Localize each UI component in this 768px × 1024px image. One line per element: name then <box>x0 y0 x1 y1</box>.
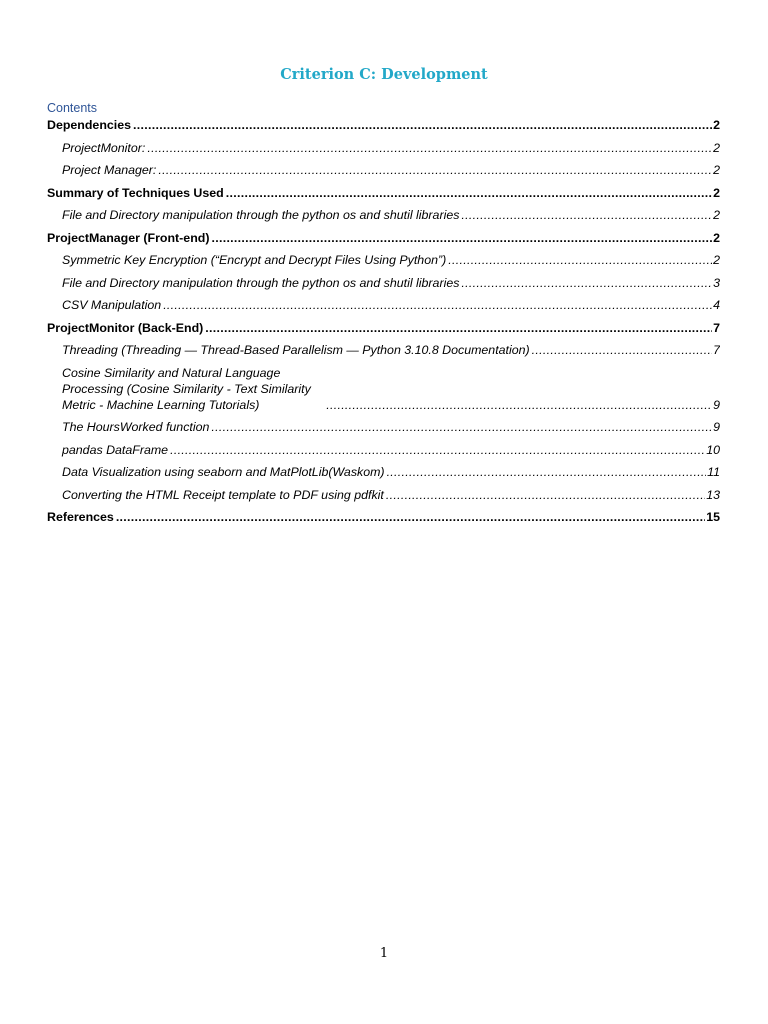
toc-entry-page: 4 <box>713 298 720 312</box>
dot-leader <box>163 297 712 313</box>
toc-entry-page: 7 <box>713 320 720 335</box>
toc-entry-text: Cosine Similarity and Natural Language Processing (Cosine Similarity - Text Similarity Metric - Machine Learning Tutorials) <box>62 365 311 412</box>
toc-entry-page: 9 <box>713 397 720 412</box>
toc-entry-text: ProjectMonitor: <box>62 140 146 155</box>
toc-entry-text: Data Visualization using seaborn and MatPlotLib(Waskom) <box>62 465 385 479</box>
toc-entry-text: File and Directory manipulation through the python os and shutil libraries <box>62 208 460 222</box>
toc-entry-page: 2 <box>713 163 720 177</box>
toc-entry-summary-of-techniques[interactable] <box>47 185 720 201</box>
toc-entry-text: Threading (Threading — Thread-Based Parallelism — Python 3.10.8 Documentation) <box>62 343 530 357</box>
toc-entry-text: Summary of Techniques Used <box>47 185 224 200</box>
toc-entry-page: 11 <box>707 465 720 479</box>
table-of-contents <box>47 117 720 532</box>
toc-entry-text: Converting the HTML Receipt template to PDF using pdfkit <box>62 487 384 502</box>
dot-leader <box>387 464 707 480</box>
toc-entry-projectmonitor[interactable] <box>47 140 720 156</box>
dot-leader <box>461 275 712 291</box>
toc-entry-page: 7 <box>713 343 720 357</box>
contents-heading: Contents <box>47 101 98 115</box>
dot-leader <box>170 442 705 458</box>
dot-leader <box>226 185 712 201</box>
toc-entry-text: References <box>47 510 114 524</box>
toc-entry-text: Symmetric Key Encryption (“Encrypt and Decrypt Files Using Python”) <box>62 253 447 267</box>
toc-entry-page: 2 <box>713 253 720 267</box>
toc-entry-hoursworked-function[interactable] <box>47 419 720 435</box>
dot-leader <box>326 397 712 413</box>
dot-leader <box>448 252 712 268</box>
toc-entry-project-manager[interactable] <box>47 162 720 178</box>
dot-leader <box>386 487 705 503</box>
toc-entry-cosine-similarity[interactable] <box>47 365 720 413</box>
dot-leader <box>205 320 712 336</box>
dot-leader <box>133 117 712 133</box>
toc-entry-text: File and Directory manipulation through the python os and shutil libraries <box>62 275 460 290</box>
toc-entry-text: ProjectMonitor (Back-End) <box>47 320 204 335</box>
dot-leader <box>211 419 712 435</box>
toc-entry-page: 9 <box>713 420 720 434</box>
toc-entry-csv-manipulation[interactable] <box>47 297 720 313</box>
toc-entry-symmetric-key-encryption[interactable] <box>47 252 720 268</box>
toc-entry-page: 13 <box>706 487 720 502</box>
toc-entry-html-to-pdf[interactable] <box>47 487 720 503</box>
toc-entry-references[interactable] <box>47 509 720 525</box>
toc-entry-page: 2 <box>713 140 720 155</box>
toc-entry-page: 2 <box>713 118 720 132</box>
toc-entry-text: pandas DataFrame <box>62 442 169 457</box>
toc-entry-page: 15 <box>706 510 720 524</box>
toc-entry-page: 3 <box>713 275 720 290</box>
dot-leader <box>147 140 712 156</box>
toc-entry-text: ProjectManager (Front-end) <box>47 230 210 245</box>
toc-entry-page: 10 <box>706 442 720 457</box>
dot-leader <box>116 509 705 525</box>
dot-leader <box>158 162 712 178</box>
toc-entry-page: 2 <box>713 208 720 222</box>
toc-entry-projectmanager-front-end[interactable] <box>47 230 720 246</box>
page-title: Criterion C: Development <box>280 66 488 83</box>
toc-entry-page: 2 <box>713 230 720 245</box>
toc-entry-pandas-dataframe[interactable] <box>47 442 720 458</box>
toc-entry-dependencies[interactable] <box>47 117 720 133</box>
toc-entry-data-visualization[interactable] <box>47 464 720 480</box>
toc-entry-file-directory-manipulation[interactable] <box>47 207 720 223</box>
toc-entry-text: CSV Manipulation <box>62 298 162 312</box>
dot-leader <box>461 207 712 223</box>
toc-entry-text: Dependencies <box>47 118 132 132</box>
dot-leader <box>211 230 712 246</box>
page-number: 1 <box>379 946 389 961</box>
toc-entry-threading[interactable] <box>47 342 720 358</box>
toc-entry-text: Project Manager: <box>62 163 157 177</box>
toc-entry-page: 2 <box>713 185 720 200</box>
toc-entry-projectmonitor-back-end[interactable] <box>47 320 720 336</box>
dot-leader <box>532 342 712 358</box>
toc-entry-file-directory-manipulation-2[interactable] <box>47 275 720 291</box>
toc-entry-text: The HoursWorked function <box>62 420 210 434</box>
